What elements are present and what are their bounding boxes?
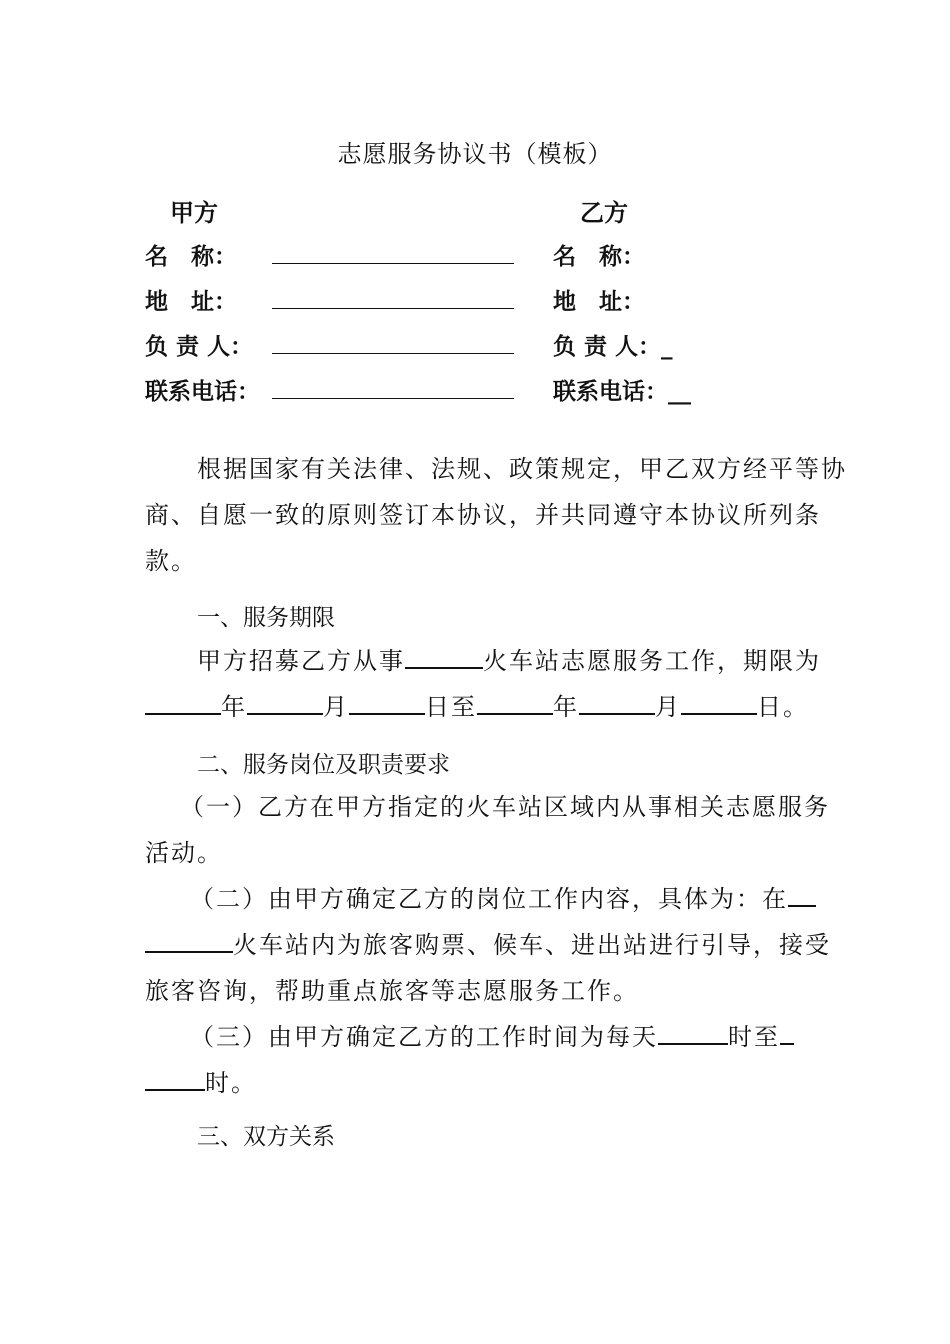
section-3-heading: 三、双方关系 — [197, 1124, 335, 1150]
section-2-item-2-text-2: 火车站内为旅客购票、候车、进出站进行引导，接受 — [233, 931, 831, 959]
section-1-line-2 — [145, 684, 809, 730]
party-b-person-label — [553, 328, 673, 361]
station-name-blank[interactable] — [405, 647, 483, 669]
section-2-item-3-line-2 — [145, 1060, 257, 1106]
party-b-name-label-text: 名 称： — [553, 244, 645, 270]
section-1-text-a: 甲方招募乙方从事 — [197, 647, 405, 675]
party-a-name-label-text: 名 称： — [145, 244, 237, 270]
party-a-address-label — [145, 283, 237, 316]
party-a-name-field[interactable] — [272, 263, 514, 264]
party-a-address-field[interactable] — [272, 308, 514, 309]
party-b-person-label-text: 负 责 人： — [553, 334, 662, 360]
section-2-item-2-line-2 — [145, 922, 831, 968]
start-day-label: 日至 — [425, 693, 477, 721]
section-2-item-3-text-c: 时。 — [205, 1069, 257, 1097]
section-1-heading: 一、服务期限 — [197, 605, 335, 631]
end-year-blank[interactable] — [477, 693, 553, 715]
party-a-heading: 甲方 — [170, 199, 218, 227]
party-a-phone-field[interactable] — [272, 398, 514, 399]
intro-line-2: 商、自愿一致的原则签订本协议，并共同遵守本协议所列条 — [145, 501, 821, 529]
section-2-item-1-line-2: 活动。 — [145, 839, 223, 867]
intro-line-1: 根据国家有关法律、法规、政策规定，甲乙双方经平等协 — [197, 455, 847, 483]
section-1-text-b: 火车站志愿服务工作，期限为 — [483, 647, 821, 675]
party-a-person-field[interactable] — [272, 353, 514, 354]
start-day-blank[interactable] — [349, 693, 425, 715]
party-b-heading: 乙方 — [580, 199, 628, 227]
section-2-item-3-text-b: 时至 — [728, 1023, 780, 1051]
start-month-blank[interactable] — [247, 693, 323, 715]
end-day-label: 日。 — [757, 693, 809, 721]
party-b-address-label — [553, 283, 645, 316]
party-b-phone-label-text: 联系电话： — [553, 379, 668, 405]
section-2-item-2-line-3: 旅客咨询，帮助重点旅客等志愿服务工作。 — [145, 977, 639, 1005]
party-b-phone-field[interactable]: __ — [668, 379, 691, 405]
party-b-name-label — [553, 238, 645, 271]
end-hour-blank-start[interactable] — [780, 1023, 794, 1045]
end-month-label: 月 — [655, 693, 681, 721]
party-a-address-label-text: 地 址： — [145, 289, 237, 315]
party-a-name-label — [145, 238, 237, 271]
intro-line-3: 款。 — [145, 547, 197, 575]
party-a-phone-label-text: 联系电话： — [145, 379, 260, 405]
station-blank-start[interactable] — [788, 885, 816, 907]
section-2-item-2-line-1 — [190, 876, 816, 922]
party-b-phone-label — [553, 373, 691, 406]
end-year-label: 年 — [553, 693, 579, 721]
start-year-blank[interactable] — [145, 693, 221, 715]
section-2-item-1-line-1: （一）乙方在甲方指定的火车站区域内从事相关志愿服务 — [180, 793, 830, 821]
party-a-person-label-text: 负 责 人： — [145, 334, 254, 360]
section-2-heading: 二、服务岗位及职责要求 — [197, 752, 450, 778]
party-b-person-field[interactable]: _ — [661, 334, 673, 360]
start-hour-blank[interactable] — [658, 1023, 728, 1045]
section-1-line-1 — [197, 638, 821, 684]
station-blank-end[interactable] — [145, 931, 233, 953]
party-a-person-label — [145, 328, 253, 361]
end-hour-blank-end[interactable] — [145, 1069, 205, 1091]
section-2-item-3-line-1 — [190, 1014, 794, 1060]
section-2-item-3-text-a: （三）由甲方确定乙方的工作时间为每天 — [190, 1023, 658, 1051]
start-month-label: 月 — [323, 693, 349, 721]
party-b-address-label-text: 地 址： — [553, 289, 645, 315]
end-day-blank[interactable] — [681, 693, 757, 715]
end-month-blank[interactable] — [579, 693, 655, 715]
party-a-phone-label — [145, 373, 260, 406]
start-year-label: 年 — [221, 693, 247, 721]
document-title: 志愿服务协议书（模板） — [337, 140, 613, 168]
section-2-item-2-text: （二）由甲方确定乙方的岗位工作内容，具体为：在 — [190, 885, 788, 913]
